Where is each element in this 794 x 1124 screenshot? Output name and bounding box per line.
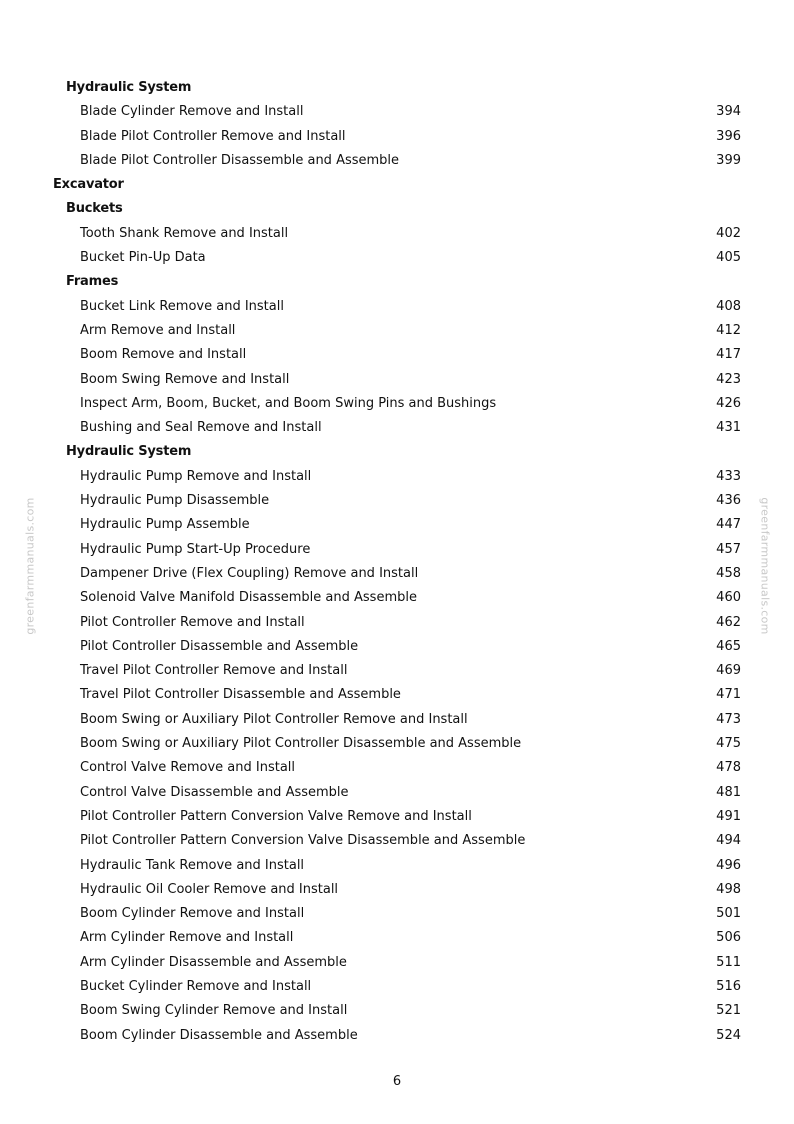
toc-entry-page: 498 (716, 881, 741, 897)
toc-entry-title: Control Valve Remove and Install (80, 760, 296, 776)
toc-entry-title: Hydraulic Pump Start-Up Procedure (80, 541, 311, 557)
toc-entry[interactable] (0, 611, 794, 635)
toc-entry[interactable] (0, 125, 794, 149)
toc-entry-page: 460 (716, 590, 741, 606)
toc-entry-page: 465 (716, 638, 741, 654)
toc-entry-page: 458 (716, 565, 741, 581)
toc-entry[interactable] (0, 513, 794, 537)
toc-entry-page: 462 (716, 614, 741, 630)
toc-entry[interactable] (0, 732, 794, 756)
toc-entry-page: 521 (716, 1003, 741, 1019)
toc-entry-title: Hydraulic Oil Cooler Remove and Install (80, 881, 339, 897)
toc-entry[interactable] (0, 635, 794, 659)
toc-entry[interactable] (0, 149, 794, 173)
toc-entry-title: Boom Remove and Install (80, 347, 247, 363)
watermark-left: greenfarmmanuals.com (23, 497, 37, 635)
toc-entry[interactable] (0, 246, 794, 270)
toc-entry-title: Hydraulic Pump Assemble (80, 517, 250, 533)
toc-entry-title: Dampener Drive (Flex Coupling) Remove and Install (80, 565, 419, 581)
toc-entry[interactable] (0, 295, 794, 319)
toc-entry[interactable] (0, 100, 794, 124)
toc-entry-page: 431 (716, 420, 741, 436)
toc-entry[interactable] (0, 854, 794, 878)
toc-entry-page: 399 (716, 152, 741, 168)
toc-entry-title: Hydraulic System (66, 444, 192, 460)
toc-entry-title: Excavator (53, 177, 124, 193)
toc-entry-title: Blade Cylinder Remove and Install (80, 104, 304, 120)
toc-entry[interactable] (0, 659, 794, 683)
toc-entry[interactable] (0, 781, 794, 805)
toc-entry-page: 481 (716, 784, 741, 800)
toc-entry-page: 471 (716, 687, 741, 703)
toc-entry-page: 475 (716, 736, 741, 752)
toc-entry[interactable] (0, 975, 794, 999)
toc-entry[interactable] (0, 368, 794, 392)
toc-entry-title: Boom Swing Cylinder Remove and Install (80, 1003, 348, 1019)
toc-entry-page: 433 (716, 468, 741, 484)
toc-entry[interactable] (0, 538, 794, 562)
toc-entry-page: 394 (716, 104, 741, 120)
toc-entry-page: 436 (716, 493, 741, 509)
toc-entry[interactable] (0, 392, 794, 416)
toc-entry-title: Travel Pilot Controller Remove and Install (80, 663, 348, 679)
toc-entry-title: Bucket Pin-Up Data (80, 250, 206, 266)
toc-entry[interactable] (0, 999, 794, 1023)
toc-entry-page: 469 (716, 663, 741, 679)
toc-entry-page: 396 (716, 128, 741, 144)
toc-entry-page: 426 (716, 395, 741, 411)
toc-entry-title: Hydraulic Pump Disassemble (80, 493, 270, 509)
toc-entry[interactable] (0, 586, 794, 610)
toc-entry-page: 405 (716, 250, 741, 266)
toc-entry-title: Hydraulic System (66, 80, 192, 95)
toc-entry-title: Boom Cylinder Disassemble and Assemble (80, 1027, 358, 1043)
toc-entry-page: 473 (716, 711, 741, 727)
toc-entry[interactable] (0, 683, 794, 707)
toc-entry-page: 506 (716, 930, 741, 946)
toc-subsection-heading[interactable] (0, 270, 794, 294)
toc-entry-title: Arm Cylinder Disassemble and Assemble (80, 954, 347, 970)
toc-entry-title: Pilot Controller Pattern Conversion Valve Disassemble and Assemble (80, 833, 526, 849)
toc-entry-title: Boom Cylinder Remove and Install (80, 906, 305, 922)
toc-entry-page: 511 (716, 954, 741, 970)
toc-subsection-heading[interactable] (0, 76, 794, 100)
toc-entry-page: 417 (716, 347, 741, 363)
toc-entry[interactable] (0, 1024, 794, 1048)
toc-entry[interactable] (0, 951, 794, 975)
toc-entry-page: 496 (716, 857, 741, 873)
toc-entry[interactable] (0, 926, 794, 950)
toc-entry-title: Tooth Shank Remove and Install (80, 225, 289, 241)
toc-entry[interactable] (0, 465, 794, 489)
toc-entry-page: 478 (716, 760, 741, 776)
toc-entry-title: Travel Pilot Controller Disassemble and Assemble (80, 687, 401, 703)
toc-entry-title: Solenoid Valve Manifold Disassemble and Assemble (80, 590, 417, 606)
toc-entry-page: 524 (716, 1027, 741, 1043)
toc-entry-page: 408 (716, 298, 741, 314)
watermark-right: greenfarmmanuals.com (758, 497, 772, 635)
toc-entry-title: Frames (66, 274, 119, 290)
toc-entry-title: Pilot Controller Remove and Install (80, 614, 305, 630)
toc-entry-title: Pilot Controller Pattern Conversion Valve Remove and Install (80, 808, 472, 824)
toc-entry-page: 491 (716, 808, 741, 824)
toc-entry-title: Bushing and Seal Remove and Install (80, 420, 322, 436)
toc-section-heading[interactable] (0, 173, 794, 197)
toc-subsection-heading[interactable] (0, 197, 794, 221)
toc-entry-title: Hydraulic Pump Remove and Install (80, 468, 312, 484)
toc-entry[interactable] (0, 489, 794, 513)
toc-entry-title: Arm Remove and Install (80, 322, 236, 338)
toc-entry[interactable] (0, 343, 794, 367)
toc-entry-title: Pilot Controller Disassemble and Assemble (80, 638, 359, 654)
toc-entry[interactable] (0, 319, 794, 343)
toc-entry-title: Arm Cylinder Remove and Install (80, 930, 294, 946)
toc-entry[interactable] (0, 902, 794, 926)
toc-entry-title: Boom Swing Remove and Install (80, 371, 290, 387)
toc-entry-title: Bucket Cylinder Remove and Install (80, 978, 312, 994)
toc-entry-title: Control Valve Disassemble and Assemble (80, 784, 349, 800)
toc-subsection-heading[interactable] (0, 440, 794, 464)
toc-entry-title: Hydraulic Tank Remove and Install (80, 857, 305, 873)
toc-entry-page: 402 (716, 225, 741, 241)
toc-entry[interactable] (0, 708, 794, 732)
toc-entry[interactable] (0, 756, 794, 780)
toc-entry-title: Bucket Link Remove and Install (80, 298, 284, 314)
toc-entry[interactable] (0, 829, 794, 853)
toc-entry-page: 494 (716, 833, 741, 849)
toc-entry-title: Blade Pilot Controller Disassemble and Assemble (80, 152, 400, 168)
toc-entry-title: Blade Pilot Controller Remove and Install (80, 128, 346, 144)
toc-entry-page: 457 (716, 541, 741, 557)
toc-entry[interactable] (0, 562, 794, 586)
toc-entry[interactable] (0, 805, 794, 829)
toc-entry-page: 447 (716, 517, 741, 533)
toc-entry-title: Buckets (66, 201, 123, 217)
toc-entry-page: 516 (716, 978, 741, 994)
toc-entry-title: Inspect Arm, Boom, Bucket, and Boom Swing Pins and Bushings (80, 395, 497, 411)
toc-entry-page: 501 (716, 906, 741, 922)
toc-entry[interactable] (0, 878, 794, 902)
toc-entry-title: Boom Swing or Auxiliary Pilot Controller Disassemble and Assemble (80, 736, 522, 752)
toc-entry[interactable] (0, 416, 794, 440)
toc-entry-page: 412 (716, 322, 741, 338)
toc-entry[interactable] (0, 222, 794, 246)
page-number: 6 (392, 1074, 402, 1089)
toc-entry-page: 423 (716, 371, 741, 387)
toc-entry-title: Boom Swing or Auxiliary Pilot Controller Remove and Install (80, 711, 468, 727)
table-of-contents (0, 76, 794, 1048)
